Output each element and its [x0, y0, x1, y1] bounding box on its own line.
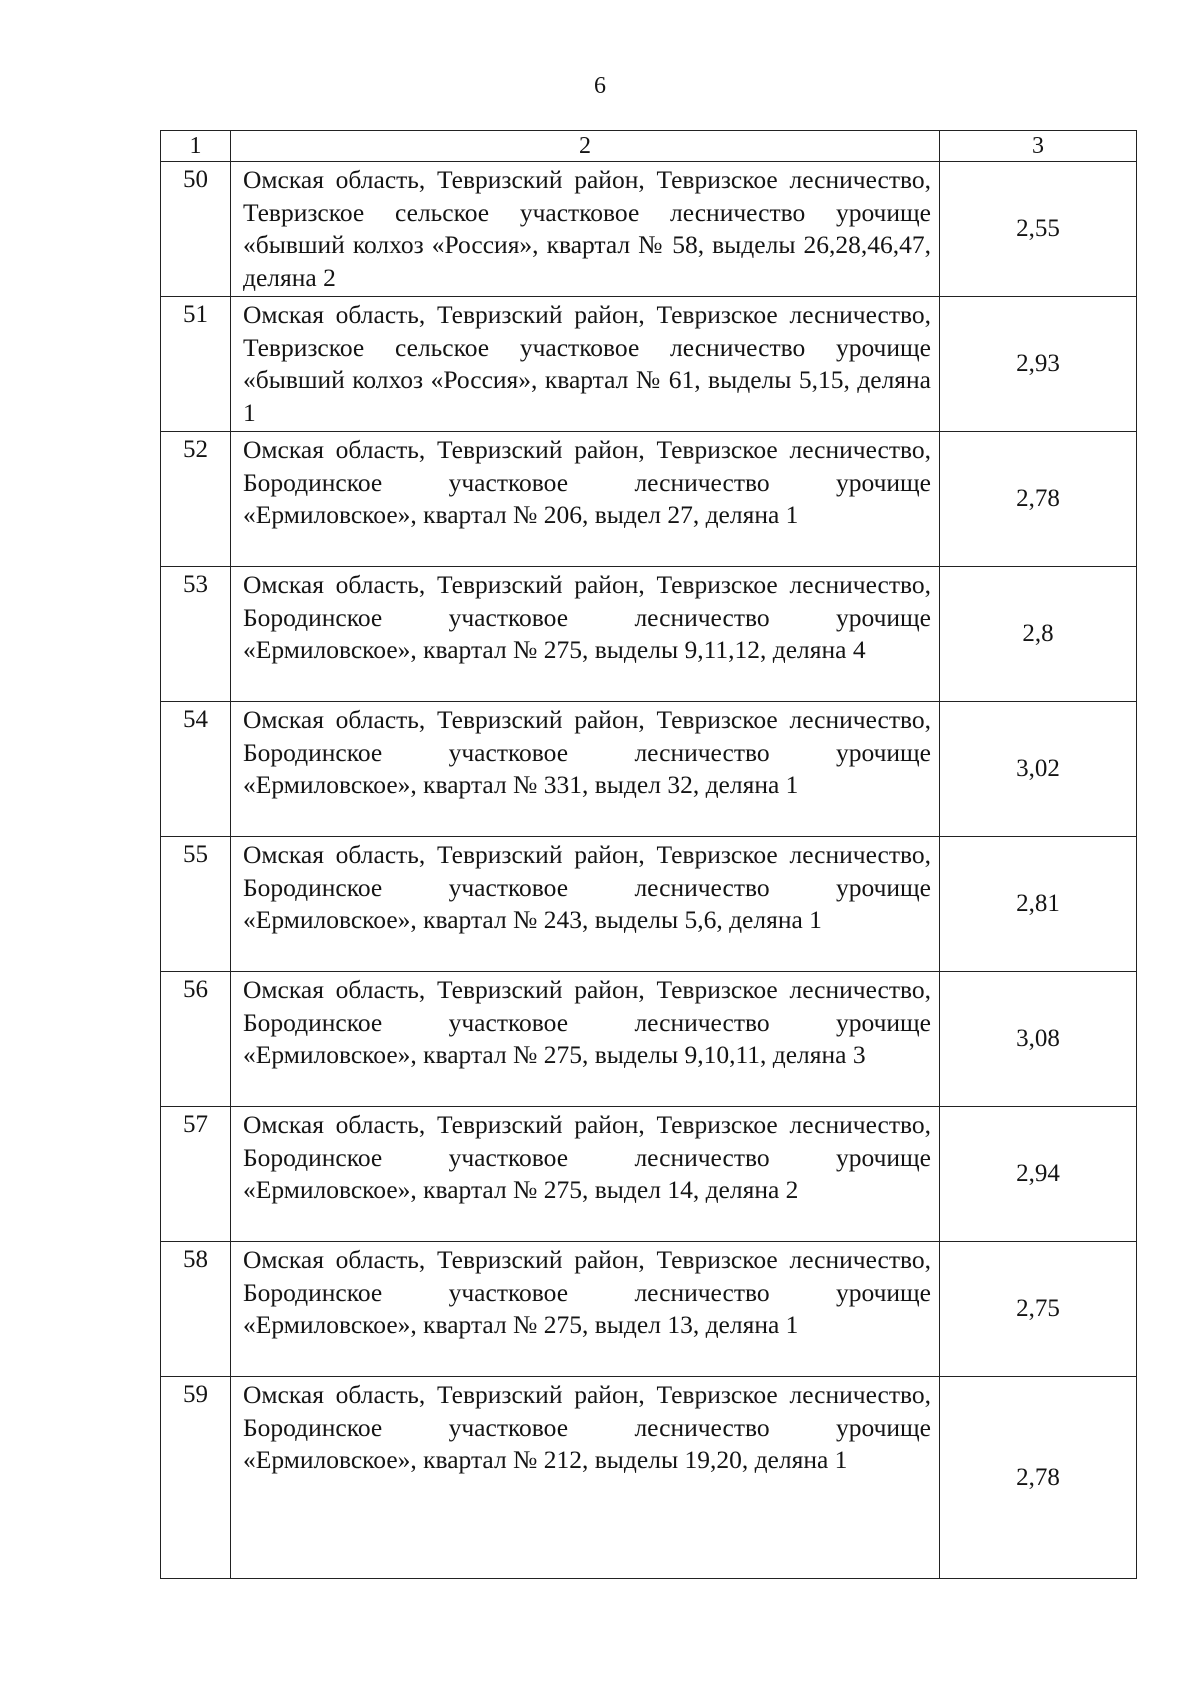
location-cell: Омская область, Тевризский район, Тевризское лесничество, Бородинское участковое лесничество урочище «Ермиловское», квартал № 275, выдел 14, деляна 2	[231, 1107, 940, 1242]
row-number-cell: 53	[161, 567, 231, 702]
area-value-cell: 2,93	[940, 297, 1137, 432]
row-number-cell: 57	[161, 1107, 231, 1242]
table-row	[161, 1242, 1137, 1377]
row-number-cell: 55	[161, 837, 231, 972]
table-row	[161, 162, 1137, 297]
location-cell: Омская область, Тевризский район, Тевризское лесничество, Бородинское участковое лесничество урочище «Ермиловское», квартал № 275, выделы 9,10,11, деляна 3	[231, 972, 940, 1107]
table-row	[161, 297, 1137, 432]
area-value-cell: 2,78	[940, 1377, 1137, 1579]
location-cell: Омская область, Тевризский район, Тевризское лесничество, Тевризское сельское участковое лесничество урочище «бывший колхоз «Россия», квартал № 61, выделы 5,15, деляна 1	[231, 297, 940, 432]
area-value-cell: 3,08	[940, 972, 1137, 1107]
row-number-cell: 58	[161, 1242, 231, 1377]
column-header-location: 2	[231, 131, 940, 162]
table-row	[161, 1377, 1137, 1579]
table-row	[161, 972, 1137, 1107]
row-number-cell: 51	[161, 297, 231, 432]
forest-plots-table	[160, 130, 1137, 1579]
location-cell: Омская область, Тевризский район, Тевризское лесничество, Бородинское участковое лесничество урочище «Ермиловское», квартал № 206, выдел 27, деляна 1	[231, 432, 940, 567]
location-cell: Омская область, Тевризский район, Тевризское лесничество, Бородинское участковое лесничество урочище «Ермиловское», квартал № 212, выделы 19,20, деляна 1	[231, 1377, 940, 1579]
row-number-cell: 52	[161, 432, 231, 567]
column-header-value: 3	[940, 131, 1137, 162]
row-number-cell: 59	[161, 1377, 231, 1579]
area-value-cell: 2,81	[940, 837, 1137, 972]
location-cell: Омская область, Тевризский район, Тевризское лесничество, Бородинское участковое лесничество урочище «Ермиловское», квартал № 275, выделы 9,11,12, деляна 4	[231, 567, 940, 702]
row-number-cell: 50	[161, 162, 231, 297]
table-row	[161, 702, 1137, 837]
location-cell: Омская область, Тевризский район, Тевризское лесничество, Бородинское участковое лесничество урочище «Ермиловское», квартал № 331, выдел 32, деляна 1	[231, 702, 940, 837]
row-number-cell: 56	[161, 972, 231, 1107]
location-cell: Омская область, Тевризский район, Тевризское лесничество, Бородинское участковое лесничество урочище «Ермиловское», квартал № 275, выдел 13, деляна 1	[231, 1242, 940, 1377]
column-header-number: 1	[161, 131, 231, 162]
table-row	[161, 837, 1137, 972]
table-row	[161, 432, 1137, 567]
area-value-cell: 2,75	[940, 1242, 1137, 1377]
area-value-cell: 2,55	[940, 162, 1137, 297]
table-row	[161, 567, 1137, 702]
area-value-cell: 2,8	[940, 567, 1137, 702]
area-value-cell: 2,94	[940, 1107, 1137, 1242]
location-cell: Омская область, Тевризский район, Тевризское лесничество, Тевризское сельское участковое лесничество урочище «бывший колхоз «Россия», квартал № 58, выделы 26,28,46,47, деляна 2	[231, 162, 940, 297]
area-value-cell: 2,78	[940, 432, 1137, 567]
row-number-cell: 54	[161, 702, 231, 837]
page-number: 6	[594, 73, 606, 99]
table-row	[161, 1107, 1137, 1242]
location-cell: Омская область, Тевризский район, Тевризское лесничество, Бородинское участковое лесничество урочище «Ермиловское», квартал № 243, выделы 5,6, деляна 1	[231, 837, 940, 972]
area-value-cell: 3,02	[940, 702, 1137, 837]
table-header-row	[161, 131, 1137, 162]
